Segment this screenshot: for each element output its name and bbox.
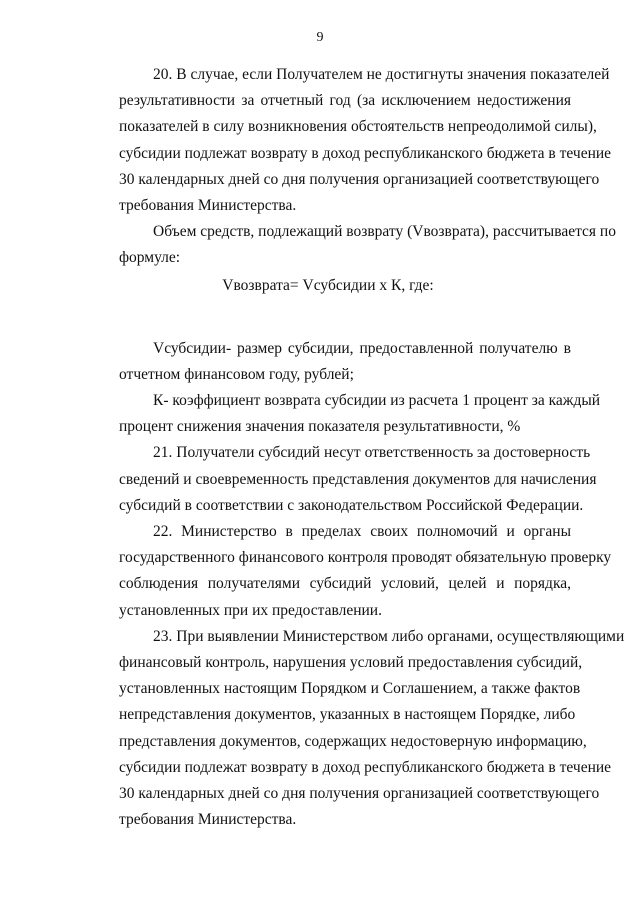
text-line: представления документов, содержащих недостоверную информацию, bbox=[119, 732, 587, 750]
text-line: требования Министерства. bbox=[119, 196, 297, 214]
text-line: 20. В случае, если Получателем не достигнуты значения показателей bbox=[153, 66, 610, 83]
text-line: К- коэффициент возврата субсидии из расчета 1 процент за каждый bbox=[153, 392, 601, 410]
document-body bbox=[85, 62, 625, 833]
text-line: установленных настоящим Порядком и Соглашением, а также фактов bbox=[119, 680, 581, 698]
paragraph-22 bbox=[85, 519, 612, 624]
page-number: 9 bbox=[316, 30, 324, 45]
text-line: сведений и своевременность представления документов для начисления bbox=[119, 470, 597, 488]
text-line: соблюдения получателями субсидий условий, целей и порядка, bbox=[119, 575, 571, 593]
formula: Vвозврата= Vсубсидии х К, где: bbox=[222, 276, 434, 294]
text-line: показателей в силу возникновения обстоятельств непреодолимой силы), bbox=[119, 118, 597, 136]
text-line: Vсубсидии- размер субсидии, предоставленной получателю в bbox=[153, 339, 571, 357]
text-line: 21. Получатели субсидий несут ответственность за достоверность bbox=[153, 444, 591, 462]
paragraph-21 bbox=[85, 440, 597, 519]
text-line: 30 календарных дней со дня получения организацией соответствующего bbox=[119, 784, 600, 802]
text-line: субсидий в соответствии с законодательством Российской Федерации. bbox=[119, 496, 584, 514]
text-line: 22. Министерство в пределах своих полномочий и органы bbox=[153, 523, 571, 540]
text-line: формуле: bbox=[119, 249, 181, 267]
text-line: отчетном финансовом году, рублей; bbox=[119, 365, 354, 383]
text-line: государственного финансового контроля проводят обязательную проверку bbox=[119, 549, 612, 567]
text-line: субсидии подлежат возврату в доход республиканского бюджета в течение bbox=[119, 144, 612, 162]
paragraph-volume bbox=[85, 219, 616, 271]
text-line: результативности за отчетный год (за исключением недостижения bbox=[119, 92, 571, 110]
paragraph-vsubsidy-definition bbox=[85, 336, 571, 388]
text-line: Объем средств, подлежащий возврату (Vвозврата), рассчитывается по bbox=[153, 223, 616, 241]
text-line: субсидии подлежат возврату в доход республиканского бюджета в течение bbox=[119, 758, 612, 776]
text-line: установленных при их предоставлении. bbox=[119, 601, 382, 619]
text-line: 23. При выявлении Министерством либо органами, осуществляющими bbox=[153, 627, 625, 645]
text-line: непредставления документов, указанных в настоящем Порядке, либо bbox=[119, 706, 576, 724]
text-line: процент снижения значения показателя результативности, % bbox=[119, 418, 521, 436]
text-line: 30 календарных дней со дня получения организацией соответствующего bbox=[119, 170, 600, 188]
paragraph-23 bbox=[85, 624, 625, 834]
text-line: финансовый контроль, нарушения условий предоставления субсидий, bbox=[119, 653, 583, 671]
text-line: требования Министерства. bbox=[119, 811, 297, 829]
spacer bbox=[85, 299, 571, 336]
paragraph-k-definition bbox=[85, 388, 601, 440]
paragraph-20 bbox=[85, 62, 612, 219]
